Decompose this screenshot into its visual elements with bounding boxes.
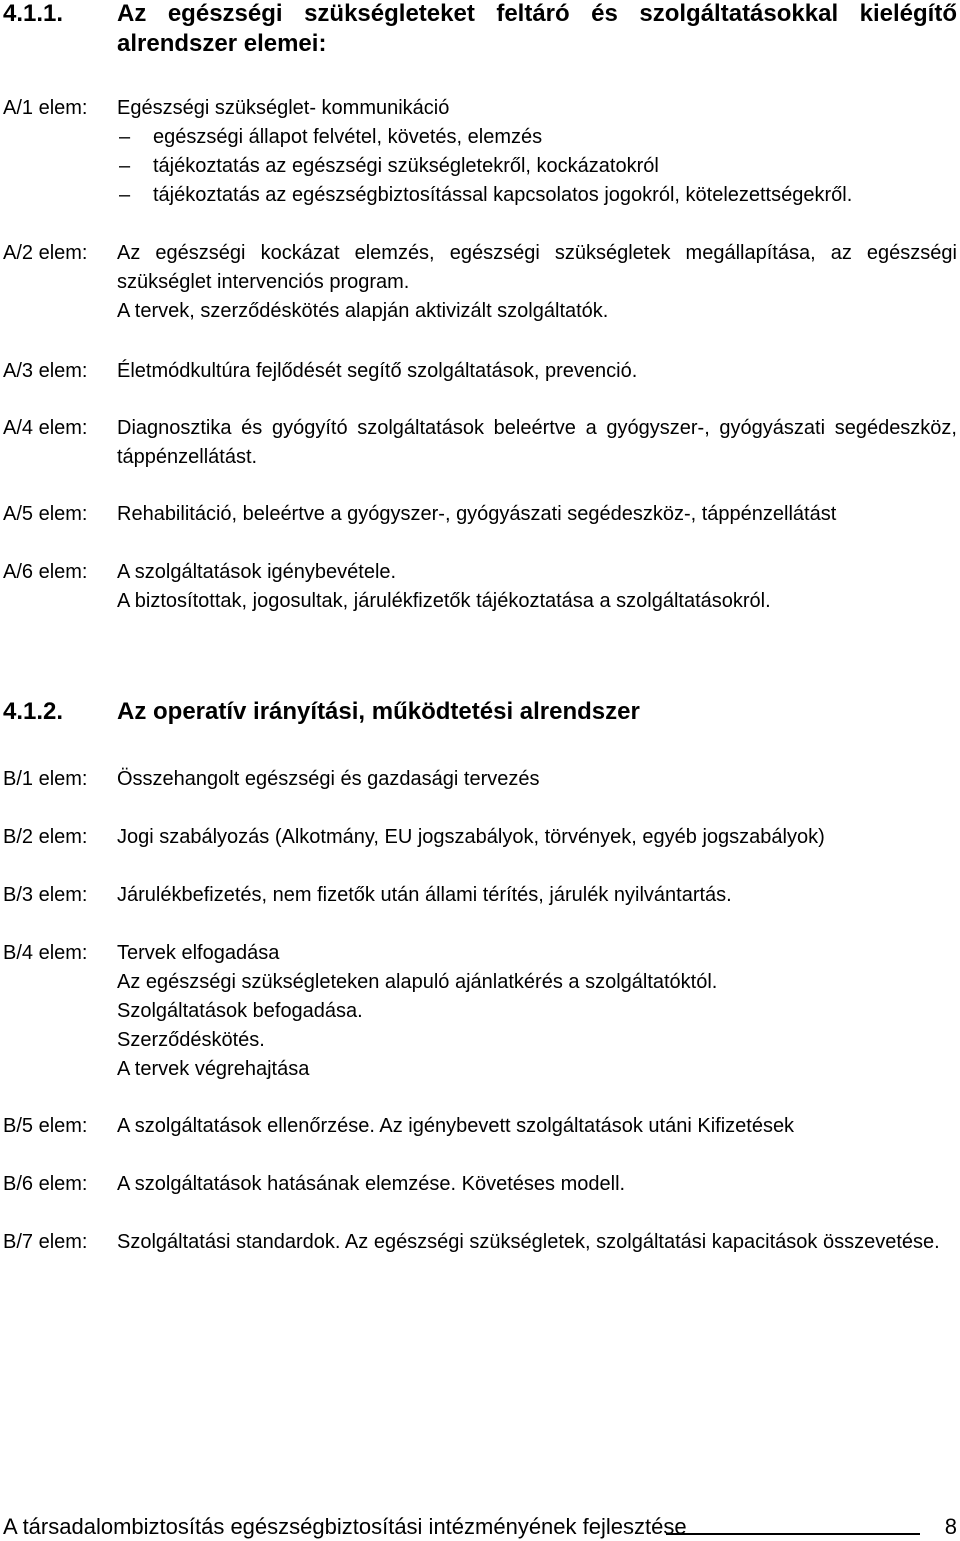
item-a1-dash-item [117,152,957,181]
section-2-title: Az operatív irányítási, működtetési alrendszer [117,698,640,725]
item-b7-content [117,1228,957,1257]
footer-rule [666,1533,920,1535]
item-b1-content [117,765,957,794]
item-b4-line: Szolgáltatások befogadása. [117,1000,363,1022]
item-b2-line: Jogi szabályozás (Alkotmány, EU jogszabályok, törvények, egyéb jogszabályok) [117,826,825,848]
item-b4 [3,939,957,1084]
item-a6-content [117,558,957,616]
item-a1-content [117,94,957,210]
section-1-heading [3,0,957,59]
page-number: 8 [944,1514,957,1539]
item-b4-line: A tervek végrehajtása [117,1058,310,1080]
item-a3 [3,357,957,386]
item-b4-line: Tervek elfogadása [117,942,280,964]
item-a6-label: A/6 elem: [3,561,88,583]
item-a1-line: Egészségi szükséglet- kommunikáció [117,97,450,119]
item-b5-line: A szolgáltatások ellenőrzése. Az igénybevett szolgáltatások utáni Kifizetések [117,1115,795,1137]
item-b6 [3,1170,957,1199]
item-a4 [3,414,957,472]
item-a5-content [117,500,957,529]
item-a2 [3,239,957,326]
section-2-number: 4.1.2. [3,698,64,725]
item-a6-line: A biztosítottak, jogosultak, járulékfizetők tájékoztatása a szolgáltatásokról. [117,590,771,612]
item-b1-label: B/1 elem: [3,768,88,790]
item-a4-line: Diagnosztika és gyógyító szolgáltatások beleértve a gyógyszer-, gyógyászati segédeszköz, táppénzellátást. [117,417,957,468]
section-2-heading [3,697,957,727]
dash-bullet: – [119,126,131,148]
item-a5-label: A/5 elem: [3,503,88,525]
dash-bullet: – [119,155,131,177]
item-a2-line: Az egészségi kockázat elemzés, egészségi szükségletek megállapítása, az egészségi szükséglet intervenciós program. [117,242,957,293]
item-a1-label: A/1 elem: [3,97,88,119]
item-a1 [3,94,957,210]
item-b4-line: Szerződéskötés. [117,1029,265,1051]
item-b7-label: B/7 elem: [3,1231,88,1253]
item-a6 [3,558,957,616]
item-a5 [3,500,957,529]
item-b2-label: B/2 elem: [3,826,88,848]
item-b3 [3,881,957,910]
item-b5 [3,1112,957,1141]
item-b3-content [117,881,957,910]
item-a1-dash-text: tájékoztatás az egészségbiztosítással kapcsolatos jogokról, kötelezettségekről. [153,184,853,206]
item-a2-label: A/2 elem: [3,242,88,264]
footer-title: A társadalombiztosítás egészségbiztosítási intézményének fejlesztése [3,1514,687,1539]
dash-bullet: – [119,184,131,206]
item-a3-content [117,357,957,386]
item-b4-label: B/4 elem: [3,942,88,964]
item-b6-content [117,1170,957,1199]
item-a6-line: A szolgáltatások igénybevétele. [117,561,397,583]
item-a1-dash-text: egészségi állapot felvétel, követés, elemzés [153,126,543,148]
item-b6-line: A szolgáltatások hatásának elemzése. Követéses modell. [117,1173,626,1195]
section-1-title: Az egészségi szükségleteket feltáró és szolgáltatásokkal kielégítő alrendszer elemei: [117,0,957,57]
item-b1-line: Összehangolt egészségi és gazdasági tervezés [117,768,540,790]
item-a2-content [117,239,957,326]
item-b1 [3,765,957,794]
section-1-number: 4.1.1. [3,0,64,27]
item-b3-label: B/3 elem: [3,884,88,906]
item-b5-content [117,1112,957,1141]
item-b4-line: Az egészségi szükségleteken alapuló ajánlatkérés a szolgáltatóktól. [117,971,718,993]
item-a1-dash-item [117,181,957,210]
item-b7-line: Szolgáltatási standardok. Az egészségi szükségletek, szolgáltatási kapacitások összevetése. [117,1231,940,1253]
item-b2 [3,823,957,852]
item-b3-line: Járulékbefizetés, nem fizetők után állami térítés, járulék nyilvántartás. [117,884,732,906]
item-b5-label: B/5 elem: [3,1115,88,1137]
item-a3-line: Életmódkultúra fejlődését segítő szolgáltatások, prevenció. [117,360,638,382]
item-b4-content [117,939,957,1084]
item-a3-label: A/3 elem: [3,360,88,382]
item-a2-line: A tervek, szerződéskötés alapján aktivizált szolgáltatók. [117,300,609,322]
item-b7 [3,1228,957,1257]
item-b6-label: B/6 elem: [3,1173,88,1195]
item-a4-content [117,414,957,472]
item-a1-dash-item [117,123,957,152]
item-a4-label: A/4 elem: [3,417,88,439]
item-a5-line: Rehabilitáció, beleértve a gyógyszer-, gyógyászati segédeszköz-, táppénzellátást [117,503,837,525]
item-b2-content [117,823,957,852]
item-a1-dash-text: tájékoztatás az egészségi szükségletekről, kockázatokról [153,155,659,177]
